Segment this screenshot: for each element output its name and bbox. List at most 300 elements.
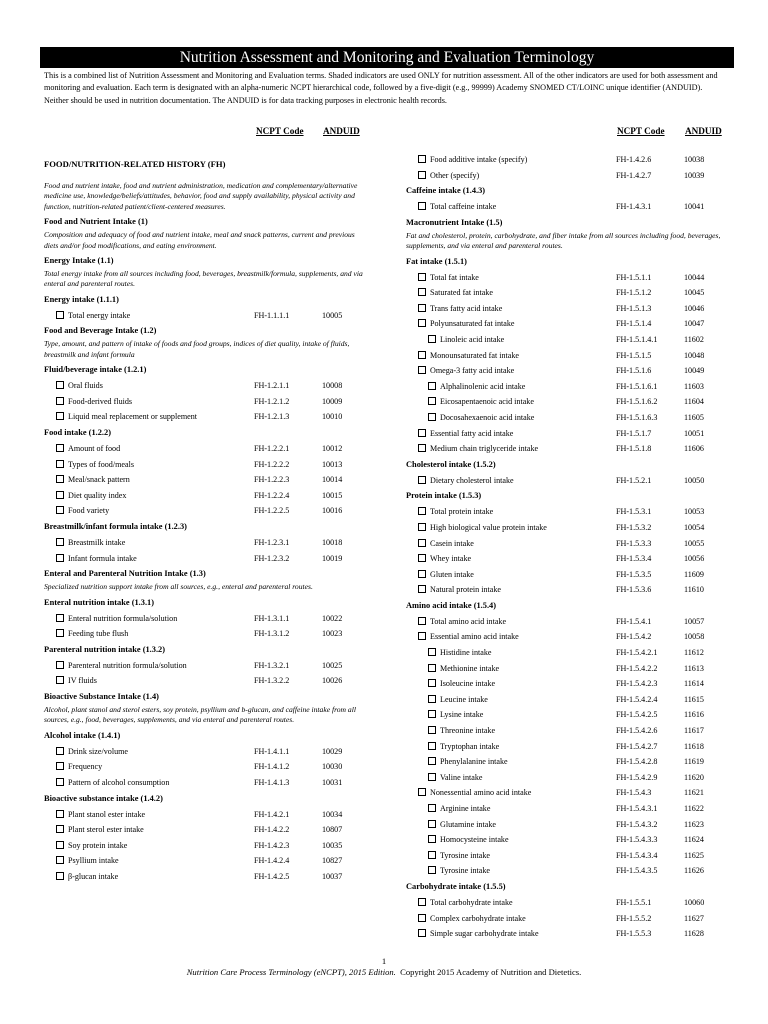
term-item bbox=[56, 676, 97, 685]
anduid: 10030 bbox=[322, 762, 343, 772]
term-label: Arginine intake bbox=[440, 804, 491, 813]
checkbox-icon bbox=[418, 304, 426, 312]
term-label: Enteral nutrition formula/solution bbox=[68, 613, 178, 623]
section-heading: Bioactive substance intake (1.4.2) bbox=[44, 793, 163, 803]
term-label: Drink size/volume bbox=[68, 746, 129, 756]
ncpt-code: FH-1.2.3.2 bbox=[254, 553, 290, 563]
ncpt-code: FH-1.4.2.3 bbox=[254, 840, 290, 850]
anduid: 10023 bbox=[322, 629, 343, 639]
checkbox-icon bbox=[56, 397, 64, 405]
term-row bbox=[44, 869, 374, 885]
checkbox-icon bbox=[428, 804, 436, 812]
term-item bbox=[418, 507, 493, 516]
term-item bbox=[56, 412, 197, 421]
right-anduid-header: ANDUID bbox=[685, 126, 722, 136]
term-label: Linoleic acid intake bbox=[440, 334, 505, 344]
term-item bbox=[56, 841, 127, 850]
ncpt-code: FH-1.3.2.2 bbox=[254, 676, 290, 686]
term-label: Liquid meal replacement or supplement bbox=[68, 412, 198, 422]
checkbox-icon bbox=[56, 778, 64, 786]
section-heading: Food intake (1.2.2) bbox=[44, 428, 111, 438]
anduid: 11628 bbox=[684, 929, 704, 939]
anduid: 10048 bbox=[684, 350, 705, 360]
term-label: Plant sterol ester intake bbox=[68, 825, 144, 835]
section-heading: Parenteral nutrition intake (1.3.2) bbox=[44, 644, 166, 654]
term-row bbox=[406, 848, 736, 864]
anduid: 10057 bbox=[684, 616, 705, 626]
ncpt-code: FH-1.5.4.3.4 bbox=[616, 850, 658, 860]
term-label: Essential fatty acid intake bbox=[430, 428, 514, 438]
checkbox-icon bbox=[428, 851, 436, 859]
term-label: Glutamine intake bbox=[440, 819, 496, 829]
section-heading: FOOD/NUTRITION-RELATED HISTORY (FH) bbox=[44, 159, 226, 169]
ncpt-code: FH-1.5.2.1 bbox=[616, 475, 652, 485]
ncpt-code: FH-1.5.3.3 bbox=[616, 538, 652, 548]
term-item bbox=[418, 632, 519, 641]
anduid: 11613 bbox=[684, 663, 704, 673]
left-column bbox=[44, 152, 374, 885]
anduid: 11622 bbox=[684, 804, 704, 813]
term-row bbox=[406, 168, 736, 184]
ncpt-code: FH-1.5.4.3.2 bbox=[616, 819, 658, 829]
term-item bbox=[428, 757, 508, 766]
anduid: 10056 bbox=[684, 554, 705, 564]
anduid: 10039 bbox=[684, 170, 705, 180]
term-row bbox=[406, 926, 736, 942]
term-label: Monounsaturated fat intake bbox=[430, 350, 520, 360]
term-label: Diet quality index bbox=[68, 490, 127, 500]
term-item bbox=[418, 319, 515, 328]
term-item bbox=[428, 382, 525, 391]
term-item bbox=[418, 304, 502, 313]
term-row bbox=[406, 832, 736, 848]
intro-paragraph: This is a combined list of Nutrition Assessment and Monitoring and Evaluation terms. Shaded indicators are used ONLY for nutrition assessment. All of the other indicators are used for both assessment and monitoring and evaluation. Each term is designated with an alpha-numeric NCPT hierarchical code, followed by a five-digit (e.g., 99999) Academy SNOMED CT/LOINC unique identifier (ANDUID). Neither should be used in nutrition documentation. The ANDUID is for data tracking purposes in electronic health records. bbox=[44, 71, 718, 105]
ncpt-code: FH-1.5.4.2.8 bbox=[616, 757, 658, 767]
section-description: Total energy intake from all sources including food, beverages, breastmilk/formula, supplements, and via enteral and parenteral routes. bbox=[44, 269, 363, 289]
term-row bbox=[406, 629, 736, 645]
term-label: Feeding tube flush bbox=[68, 629, 129, 639]
term-item bbox=[428, 835, 509, 844]
term-row bbox=[406, 895, 736, 911]
ncpt-code: FH-1.2.2.4 bbox=[254, 490, 290, 500]
ncpt-code: FH-1.5.1.4.1 bbox=[616, 334, 658, 344]
checkbox-icon bbox=[56, 825, 64, 833]
term-item bbox=[418, 617, 506, 626]
checkbox-icon bbox=[56, 810, 64, 818]
ncpt-code: FH-1.4.2.1 bbox=[254, 809, 290, 819]
checkbox-icon bbox=[418, 444, 426, 452]
section-description: Food and nutrient intake, food and nutrient administration, medication and complementary/alternative medicine use, knowledge/beliefs/attitudes, behavior, food and supply availability, physical activity and function, nutrition-related patient/client-centered measures. bbox=[44, 181, 358, 211]
term-row bbox=[406, 379, 736, 395]
anduid: 11618 bbox=[684, 741, 704, 751]
term-row bbox=[44, 394, 374, 410]
anduid: 10026 bbox=[322, 676, 343, 686]
term-label: Soy protein intake bbox=[68, 840, 128, 850]
ncpt-code: FH-1.5.1.6.2 bbox=[616, 397, 658, 407]
checkbox-icon bbox=[56, 538, 64, 546]
anduid: 11612 bbox=[684, 648, 704, 658]
anduid: 11603 bbox=[684, 381, 704, 391]
anduid: 10807 bbox=[322, 825, 343, 835]
anduid: 10827 bbox=[322, 856, 343, 866]
term-row bbox=[406, 285, 736, 301]
ncpt-code: FH-1.4.3.1 bbox=[616, 202, 652, 212]
ncpt-code: FH-1.5.1.5 bbox=[616, 350, 652, 360]
anduid: 10060 bbox=[684, 897, 705, 907]
term-row bbox=[406, 199, 736, 215]
ncpt-code: FH-1.5.3.4 bbox=[616, 554, 652, 564]
ncpt-code: FH-1.5.4.2.5 bbox=[616, 710, 658, 720]
checkbox-icon bbox=[418, 898, 426, 906]
term-row bbox=[44, 472, 374, 488]
term-item bbox=[418, 171, 479, 180]
anduid: 10051 bbox=[684, 428, 705, 438]
term-item bbox=[56, 381, 103, 390]
anduid: 10049 bbox=[684, 366, 705, 376]
checkbox-icon bbox=[418, 288, 426, 296]
ncpt-code: FH-1.3.1.2 bbox=[254, 629, 290, 639]
term-row bbox=[406, 441, 736, 457]
section-heading: Energy intake (1.1.1) bbox=[44, 294, 119, 304]
anduid: 11617 bbox=[684, 726, 704, 736]
section-description: Specialized nutrition support intake from all sources, e.g., enteral and parenteral routes. bbox=[44, 582, 313, 592]
checkbox-icon bbox=[428, 382, 436, 390]
term-row bbox=[44, 744, 374, 760]
term-item bbox=[428, 335, 504, 344]
term-label: Histidine intake bbox=[440, 648, 492, 658]
checkbox-icon bbox=[418, 476, 426, 484]
anduid: 11605 bbox=[684, 412, 704, 422]
checkbox-icon bbox=[56, 412, 64, 420]
checkbox-icon bbox=[56, 762, 64, 770]
anduid: 10014 bbox=[322, 475, 343, 485]
term-row bbox=[44, 611, 374, 627]
term-row bbox=[406, 348, 736, 364]
section-heading: Cholesterol intake (1.5.2) bbox=[406, 459, 496, 469]
ncpt-code: FH-1.5.1.1 bbox=[616, 272, 652, 282]
anduid: 10054 bbox=[684, 522, 705, 532]
term-row bbox=[406, 614, 736, 630]
ncpt-code: FH-1.1.1.1 bbox=[254, 310, 290, 320]
ncpt-code: FH-1.5.4.2.6 bbox=[616, 726, 658, 736]
section-description: Fat and cholesterol, protein, carbohydrate, and fiber intake from all sources including food, beverages, supplements, and via enteral and parenteral routes. bbox=[406, 230, 721, 251]
term-label: Meal/snack pattern bbox=[68, 475, 130, 485]
term-row bbox=[406, 332, 736, 348]
ncpt-code: FH-1.2.2.2 bbox=[254, 459, 290, 469]
copyright-text: Copyright 2015 Academy of Nutrition and Dietetics. bbox=[400, 967, 582, 977]
anduid: 10022 bbox=[322, 613, 343, 623]
checkbox-icon bbox=[418, 585, 426, 593]
checkbox-icon bbox=[418, 570, 426, 578]
term-label: Tryptophan intake bbox=[440, 741, 500, 751]
term-label: Simple sugar carbohydrate intake bbox=[430, 929, 539, 939]
term-row bbox=[406, 582, 736, 598]
term-row bbox=[406, 504, 736, 520]
anduid: 11615 bbox=[684, 694, 704, 704]
term-label: Types of food/meals bbox=[68, 459, 134, 469]
page-number: 1 bbox=[381, 956, 387, 966]
checkbox-icon bbox=[428, 335, 436, 343]
ncpt-code: FH-1.5.4.2.2 bbox=[616, 663, 658, 673]
page-title: Nutrition Assessment and Monitoring and Evaluation Terminology bbox=[40, 47, 734, 68]
ncpt-code: FH-1.5.1.8 bbox=[616, 444, 652, 454]
term-row bbox=[44, 838, 374, 854]
ncpt-code: FH-1.4.2.5 bbox=[254, 871, 290, 881]
checkbox-icon bbox=[428, 664, 436, 672]
anduid: 10025 bbox=[322, 660, 343, 670]
anduid: 11623 bbox=[684, 819, 704, 829]
term-row bbox=[406, 770, 736, 786]
term-label: Homocysteine intake bbox=[440, 835, 509, 845]
anduid: 10015 bbox=[322, 490, 343, 500]
term-item bbox=[56, 629, 128, 638]
term-row bbox=[406, 692, 736, 708]
term-label: Whey intake bbox=[430, 554, 472, 564]
term-row bbox=[406, 801, 736, 817]
ncpt-code: FH-1.5.4.3 bbox=[616, 788, 652, 798]
checkbox-icon bbox=[56, 629, 64, 637]
term-item bbox=[418, 570, 474, 579]
checkbox-icon bbox=[56, 381, 64, 389]
ncpt-code: FH-1.5.4.2.4 bbox=[616, 694, 658, 704]
term-row bbox=[44, 378, 374, 394]
term-label: Total carbohydrate intake bbox=[430, 897, 513, 907]
citation-text: Nutrition Care Process Terminology (eNCPT), 2015 Edition. bbox=[186, 967, 396, 977]
term-item bbox=[428, 664, 499, 673]
anduid: 11621 bbox=[684, 788, 704, 798]
anduid: 10005 bbox=[322, 310, 343, 320]
section-heading: Protein intake (1.5.3) bbox=[406, 491, 482, 501]
term-item bbox=[428, 866, 490, 875]
term-row bbox=[406, 567, 736, 583]
term-row bbox=[406, 645, 736, 661]
anduid: 10038 bbox=[684, 155, 705, 164]
term-item bbox=[56, 661, 187, 670]
term-label: Food-derived fluids bbox=[68, 396, 133, 406]
term-label: Food variety bbox=[68, 506, 110, 516]
ncpt-code: FH-1.5.4.3.5 bbox=[616, 866, 658, 876]
anduid: 11624 bbox=[684, 835, 704, 845]
copyright-footer bbox=[0, 967, 768, 977]
term-item bbox=[418, 585, 501, 594]
term-label: Food additive intake (specify) bbox=[430, 155, 528, 164]
term-row bbox=[44, 441, 374, 457]
term-label: Amount of food bbox=[68, 444, 121, 454]
checkbox-icon bbox=[418, 366, 426, 374]
term-item bbox=[418, 155, 527, 164]
term-label: Medium chain triglyceride intake bbox=[430, 444, 539, 454]
term-label: Tyrosine intake bbox=[440, 850, 491, 860]
term-label: Parenteral nutrition formula/solution bbox=[68, 660, 187, 670]
ncpt-code: FH-1.5.1.6.3 bbox=[616, 412, 658, 422]
term-row bbox=[44, 457, 374, 473]
ncpt-code: FH-1.3.1.1 bbox=[254, 613, 290, 623]
ncpt-code: FH-1.5.1.7 bbox=[616, 428, 652, 438]
checkbox-icon bbox=[418, 929, 426, 937]
term-item bbox=[56, 778, 169, 787]
term-item bbox=[418, 444, 538, 453]
term-label: IV fluids bbox=[68, 676, 97, 686]
term-row bbox=[406, 363, 736, 379]
term-row bbox=[406, 863, 736, 879]
term-label: Valine intake bbox=[440, 772, 483, 782]
anduid: 11616 bbox=[684, 710, 704, 720]
anduid: 10013 bbox=[322, 459, 343, 469]
anduid: 10008 bbox=[322, 381, 343, 391]
checkbox-icon bbox=[56, 614, 64, 622]
checkbox-icon bbox=[56, 475, 64, 483]
term-label: Total protein intake bbox=[430, 507, 494, 517]
term-row bbox=[44, 658, 374, 674]
ncpt-code: FH-1.5.4.3.3 bbox=[616, 835, 658, 845]
term-row bbox=[406, 536, 736, 552]
ncpt-code: FH-1.4.2.4 bbox=[254, 856, 290, 866]
anduid: 10047 bbox=[684, 319, 705, 329]
checkbox-icon bbox=[428, 835, 436, 843]
checkbox-icon bbox=[418, 617, 426, 625]
ncpt-code: FH-1.5.5.2 bbox=[616, 913, 652, 923]
left-anduid-header: ANDUID bbox=[323, 126, 360, 136]
term-item bbox=[428, 742, 499, 751]
ncpt-code: FH-1.2.3.1 bbox=[254, 538, 290, 547]
term-label: Casein intake bbox=[430, 538, 474, 548]
term-item bbox=[428, 710, 483, 719]
term-item bbox=[56, 825, 144, 834]
term-item bbox=[56, 614, 177, 623]
section-heading: Enteral and Parenteral Nutrition Intake (1.3) bbox=[44, 569, 206, 579]
term-item bbox=[418, 523, 547, 532]
term-item bbox=[418, 366, 514, 375]
term-label: Nonessential amino acid intake bbox=[430, 788, 532, 798]
term-label: High biological value protein intake bbox=[430, 522, 547, 532]
anduid: 10009 bbox=[322, 396, 343, 406]
checkbox-icon bbox=[56, 676, 64, 684]
checkbox-icon bbox=[428, 710, 436, 718]
anduid: 11610 bbox=[684, 585, 704, 595]
term-row bbox=[406, 739, 736, 755]
anduid: 10016 bbox=[322, 506, 343, 516]
right-ncpt-code-header: NCPT Code bbox=[617, 126, 665, 136]
term-label: Methionine intake bbox=[440, 663, 500, 673]
ncpt-code: FH-1.5.4.1 bbox=[616, 616, 652, 626]
section-heading: Caffeine intake (1.4.3) bbox=[406, 186, 486, 196]
term-label: Lysine intake bbox=[440, 710, 484, 720]
ncpt-code: FH-1.5.1.3 bbox=[616, 303, 652, 313]
checkbox-icon bbox=[56, 747, 64, 755]
checkbox-icon bbox=[418, 914, 426, 922]
checkbox-icon bbox=[418, 429, 426, 437]
section-heading: Fat intake (1.5.1) bbox=[406, 256, 467, 266]
term-item bbox=[428, 648, 491, 657]
section-heading: Bioactive Substance Intake (1.4) bbox=[44, 691, 159, 701]
anduid: 11614 bbox=[684, 679, 704, 689]
checkbox-icon bbox=[56, 444, 64, 452]
term-row bbox=[406, 394, 736, 410]
term-item bbox=[56, 491, 126, 500]
term-row bbox=[44, 488, 374, 504]
ncpt-code: FH-1.5.5.3 bbox=[616, 929, 652, 939]
anduid: 10053 bbox=[684, 507, 705, 517]
term-item bbox=[418, 273, 479, 282]
checkbox-icon bbox=[418, 273, 426, 281]
ncpt-code: FH-1.5.3.6 bbox=[616, 585, 652, 595]
section-heading: Food and Beverage Intake (1.2) bbox=[44, 326, 157, 336]
section-heading: Fluid/beverage intake (1.2.1) bbox=[44, 365, 147, 375]
term-label: Alphalinolenic acid intake bbox=[440, 381, 526, 391]
checkbox-icon bbox=[56, 661, 64, 669]
checkbox-icon bbox=[428, 742, 436, 750]
anduid: 10045 bbox=[684, 288, 705, 298]
term-item bbox=[418, 539, 474, 548]
anduid: 11626 bbox=[684, 866, 704, 876]
ncpt-code: FH-1.5.1.4 bbox=[616, 319, 652, 329]
checkbox-icon bbox=[418, 507, 426, 515]
ncpt-code: FH-1.5.4.2.3 bbox=[616, 679, 658, 689]
section-heading: Enteral nutrition intake (1.3.1) bbox=[44, 597, 155, 607]
term-row bbox=[406, 551, 736, 567]
anduid: 10034 bbox=[322, 809, 343, 819]
checkbox-icon bbox=[56, 856, 64, 864]
term-label: Infant formula intake bbox=[68, 553, 137, 563]
term-item bbox=[428, 804, 490, 813]
term-label: Polyunsaturated fat intake bbox=[430, 319, 515, 329]
ncpt-code: FH-1.5.3.5 bbox=[616, 569, 652, 579]
term-label: Total energy intake bbox=[68, 310, 131, 320]
anduid: 11620 bbox=[684, 772, 704, 782]
ncpt-code: FH-1.5.1.6 bbox=[616, 366, 652, 376]
anduid: 10050 bbox=[684, 475, 705, 485]
anduid: 11625 bbox=[684, 850, 704, 860]
checkbox-icon bbox=[56, 491, 64, 499]
ncpt-code: FH-1.5.4.2 bbox=[616, 632, 652, 642]
anduid: 10029 bbox=[322, 746, 343, 756]
term-item bbox=[418, 914, 526, 923]
checkbox-icon bbox=[56, 554, 64, 562]
ncpt-code: FH-1.2.2.3 bbox=[254, 475, 290, 485]
term-row bbox=[406, 707, 736, 723]
term-item bbox=[418, 898, 513, 907]
anduid: 10044 bbox=[684, 272, 705, 282]
section-heading: Alcohol intake (1.4.1) bbox=[44, 730, 121, 740]
checkbox-icon bbox=[418, 202, 426, 210]
section-heading: Macronutrient Intake (1.5) bbox=[406, 217, 503, 227]
term-label: Total fat intake bbox=[430, 272, 479, 282]
checkbox-icon bbox=[428, 773, 436, 781]
checkbox-icon bbox=[418, 632, 426, 640]
term-row bbox=[44, 535, 374, 551]
term-item bbox=[418, 929, 539, 938]
term-item bbox=[428, 695, 488, 704]
checkbox-icon bbox=[418, 554, 426, 562]
checkbox-icon bbox=[418, 788, 426, 796]
term-item bbox=[418, 788, 531, 797]
ncpt-code: FH-1.4.2.2 bbox=[254, 825, 290, 835]
term-item bbox=[418, 288, 493, 297]
term-item bbox=[56, 444, 120, 453]
anduid: 11619 bbox=[684, 757, 704, 767]
term-label: Threonine intake bbox=[440, 726, 496, 736]
section-description: Composition and adequacy of food and nutrient intake, meal and snack patterns, current and previous diets and/or food modifications, and eating environment. bbox=[44, 230, 355, 250]
checkbox-icon bbox=[56, 872, 64, 880]
ncpt-code: FH-1.5.1.2 bbox=[616, 288, 652, 298]
ncpt-code: FH-1.5.4.2.9 bbox=[616, 772, 658, 782]
ncpt-code: FH-1.4.2.7 bbox=[616, 170, 652, 180]
term-label: Breastmilk intake bbox=[68, 538, 126, 547]
ncpt-code: FH-1.5.3.2 bbox=[616, 522, 652, 532]
ncpt-code: FH-1.2.2.1 bbox=[254, 444, 290, 454]
term-row bbox=[406, 410, 736, 426]
section-heading: Carbohydrate intake (1.5.5) bbox=[406, 881, 506, 891]
